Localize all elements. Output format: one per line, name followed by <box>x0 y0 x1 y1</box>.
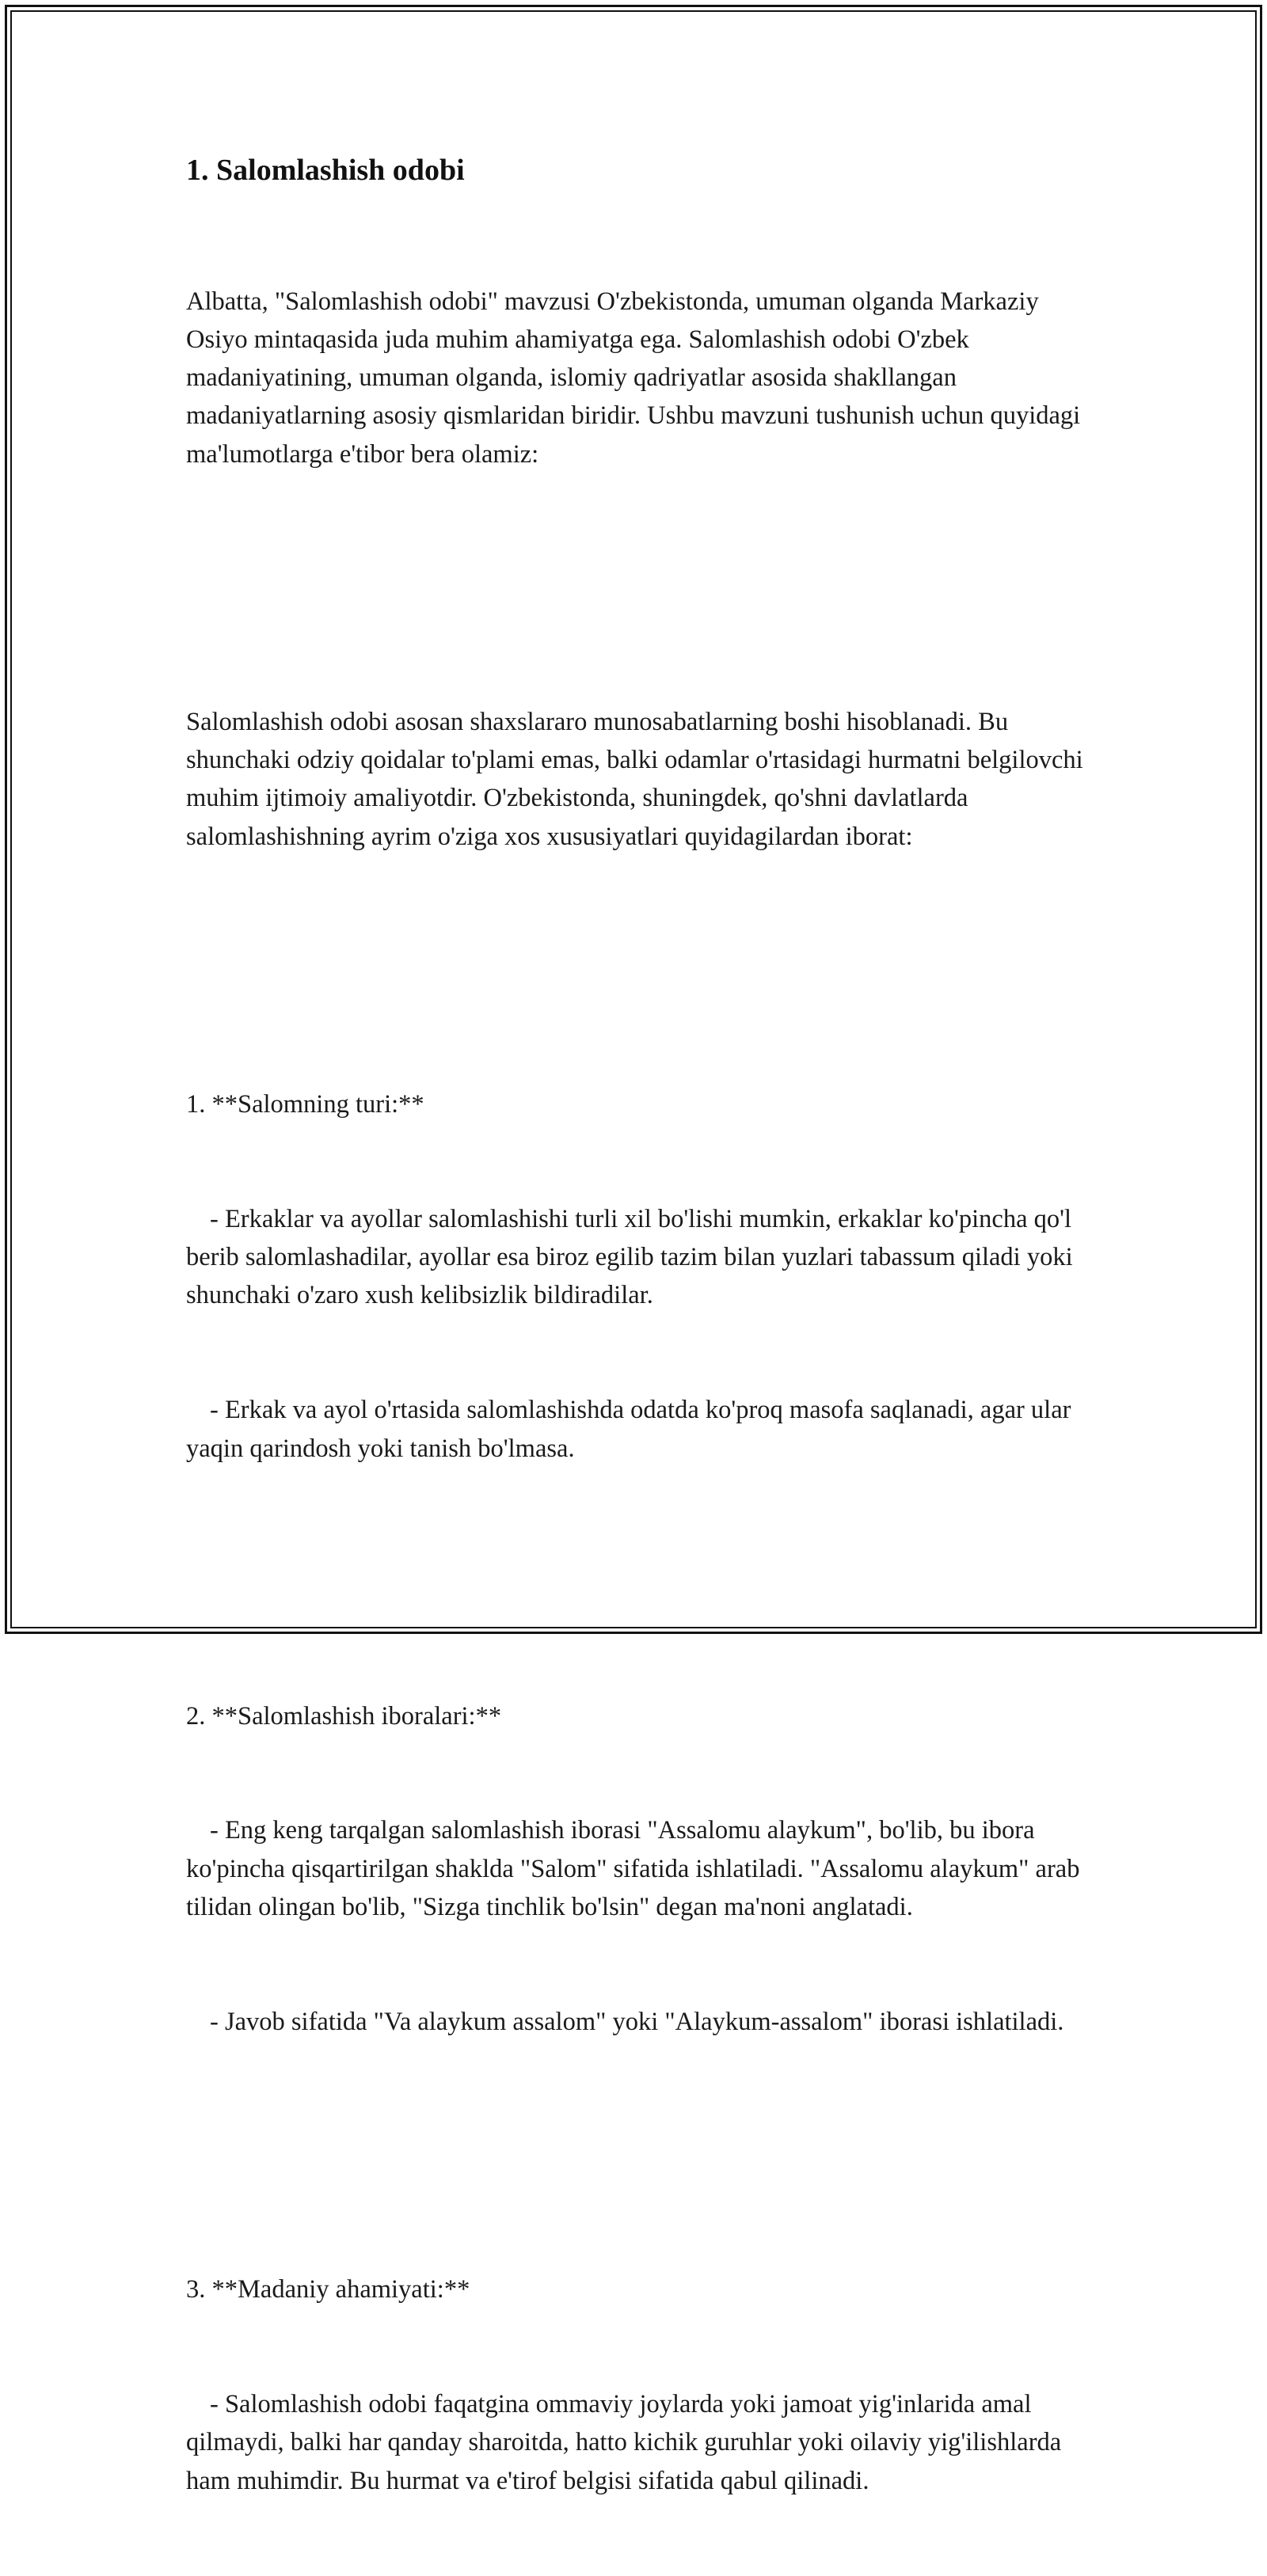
section-1-point-1 <box>186 1200 1089 1315</box>
section-2-point-1 <box>186 1811 1089 1926</box>
paragraph-gap <box>186 2118 1089 2156</box>
section-heading-3: 3. **Madaniy ahamiyati:** <box>186 2275 470 2304</box>
point-text: - Erkaklar va ayollar salomlashishi turli xil bo'lishi mumkin, erkaklar ko'pincha qo'l berib salomlashadilar, ayollar esa biroz egilib tazim bilan yuzlari tabassum qiladi yoki shunchaki o'zaro xush kelibsizlik bildiradilar. <box>186 1204 1079 1310</box>
paragraph-gap <box>186 1544 1089 1582</box>
section-heading-1: 1. **Salomning turi:** <box>186 1089 424 1119</box>
point-text: - Eng keng tarqalgan salomlashish iborasi "Assalomu alaykum", bo'lib, bu ibora ko'pincha qisqartirilgan shaklda "Salom" sifatida ishlatiladi. "Assalomu alaykum" arab tilidan olingan bo'lib, "Sizga tinchlik bo'lsin" degan ma'noni anglatadi. <box>186 1816 1086 1922</box>
section-2-point-2 <box>186 2003 1089 2041</box>
section-1-point-2 <box>186 1391 1089 1468</box>
point-text: - Javob sifatida "Va alaykum assalom" yoki "Alaykum-assalom" iborasi ishlatiladi. <box>210 2007 1064 2036</box>
point-text: - Salomlashish odobi faqatgina ommaviy joylarda yoki jamoat yig'inlarida amal qilmaydi, balki har qanday sharoitda, hatto kichik guruhlar yoki oilaviy yig'ilishlarda ham muhimdir. Bu hurmat va e'tirof belgisi sifatida qabul qilinadi. <box>186 2389 1068 2495</box>
intro-paragraph: Albatta, "Salomlashish odobi" mavzusi O'zbekistonda, umuman olganda Markaziy Osiyo mintaqasida juda muhim ahamiyatga ega. Salomlashish odobi O'zbek madaniyatining, umuman olganda, islomiy qadriyatlar asosida shakllangan madaniyatlarning asosiy qismlaridan biridir. Ushbu mavzuni tushunish uchun quyidagi ma'lumotlarga e'tibor bera olamiz: <box>186 287 1087 469</box>
point-text: - Erkak va ayol o'rtasida salomlashishda odatda ko'proq masofa saqlanadi, agar ular yaqin qarindosh yoki tanish bo'lmasa. <box>186 1396 1078 1463</box>
section-3-point-1 <box>186 2385 1089 2500</box>
paragraph-gap <box>186 550 1089 588</box>
document-body <box>186 206 1089 2576</box>
paragraph-gap <box>186 933 1089 971</box>
document-title: 1. Salomlashish odobi <box>186 154 465 187</box>
document-page <box>186 149 1089 2576</box>
section-heading-2: 2. **Salomlashish iboralari:** <box>186 1701 502 1731</box>
second-paragraph: Salomlashish odobi asosan shaxslararo munosabatlarning boshi hisoblanadi. Bu shunchaki odziy qoidalar to'plami emas, balki odamlar o'rtasidagi hurmatni belgilovchi muhim ijtimoiy amaliyotdir. O'zbekistonda, shuningdek, qo'shni davlatlarda salomlashishning ayrim o'ziga xos xususiyatlari quyidagilardan iborat: <box>186 707 1090 851</box>
